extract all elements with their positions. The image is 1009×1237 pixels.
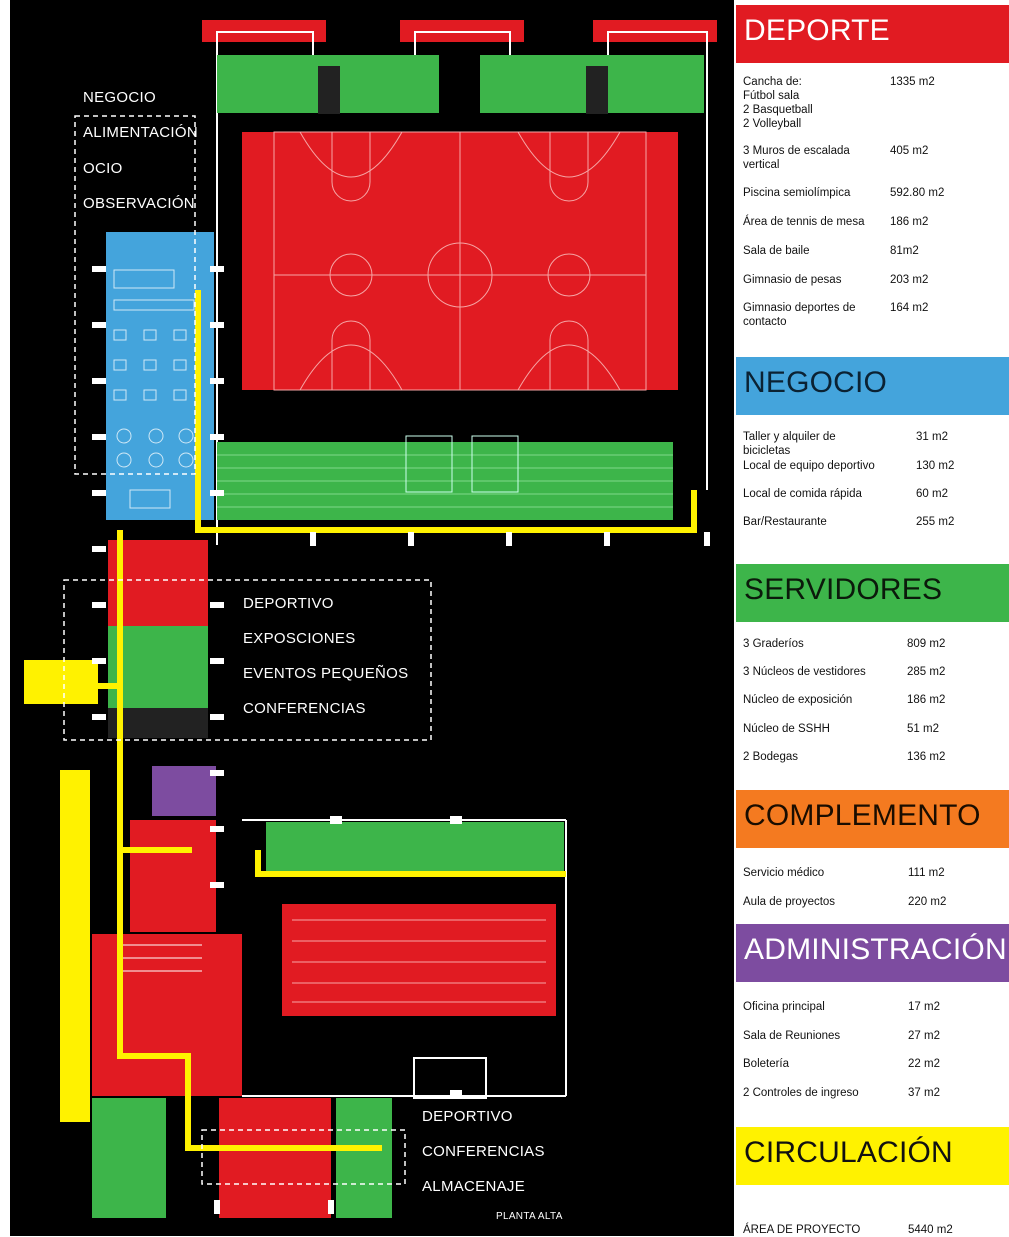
legend-title-complemento: COMPLEMENTO — [744, 799, 981, 832]
legend-item-value: 37 m2 — [908, 1087, 940, 1099]
legend-item-name: Gimnasio deportes de contacto — [743, 302, 856, 328]
legend-header-negocio — [736, 357, 1009, 415]
legend-item-name: Núcleo de exposición — [743, 694, 853, 706]
legend-item-value: 27 m2 — [908, 1030, 940, 1042]
zone-label-ocio: OCIO — [83, 160, 123, 177]
legend-item-value: 285 m2 — [907, 666, 946, 678]
legend-item-value: 809 m2 — [907, 638, 946, 650]
legend-header-circulacion — [736, 1127, 1009, 1185]
circulation-ramp — [60, 770, 90, 1122]
legend-item-value: 51 m2 — [907, 723, 939, 735]
legend-item-value: 60 m2 — [916, 488, 948, 500]
legend-item-value: 203 m2 — [890, 274, 929, 286]
legend-item-value: 81m2 — [890, 245, 919, 257]
top-entrance-blocks — [202, 20, 717, 56]
legend-item-name: 3 Muros de escalada vertical — [743, 145, 850, 171]
area-legend — [736, 0, 1009, 1236]
zone-label-deportivo: DEPORTIVO — [243, 595, 334, 612]
legend-item-name: Aula de proyectos — [743, 896, 836, 908]
legend-header-servidores — [736, 564, 1009, 622]
legend-item-value: 164 m2 — [890, 302, 929, 314]
zone-label-eventos: EVENTOS PEQUEÑOS — [243, 665, 409, 682]
legend-item-name: Bar/Restaurante — [743, 516, 827, 528]
legend-item-name: ÁREA DE PROYECTO — [743, 1224, 861, 1236]
legend-item-name: Servicio médico — [743, 867, 825, 879]
legend-item-value: 255 m2 — [916, 516, 955, 528]
legend-item-name: 2 Controles de ingreso — [743, 1087, 859, 1099]
legend-item-value: 5440 m2 — [908, 1224, 953, 1236]
legend-title-deporte: DEPORTE — [744, 14, 890, 47]
legend-item-name: 3 Graderíos — [743, 638, 804, 650]
zone-label-alimentacion: ALIMENTACIÓN — [83, 124, 199, 141]
legend-item-name: Local de comida rápida — [743, 488, 862, 500]
floor-plan-drawing — [10, 0, 734, 1236]
floor-label: PLANTA ALTA — [496, 1211, 563, 1222]
legend-header-administracion — [736, 924, 1009, 982]
legend-item-name: Taller y alquiler de bicicletas — [743, 431, 836, 457]
legend-item-name: 2 Bodegas — [743, 751, 798, 763]
legend-item-value: 186 m2 — [890, 216, 929, 228]
legend-item-name: Local de equipo deportivo — [743, 460, 875, 472]
zone-label-exposciones: EXPOSCIONES — [243, 630, 356, 647]
legend-title-administracion: ADMINISTRACIÓN — [744, 933, 1007, 966]
top-bleachers — [217, 55, 704, 114]
legend-item-value: 405 m2 — [890, 145, 929, 157]
zone-label-conferencias-lower: CONFERENCIAS — [422, 1143, 545, 1160]
legend-header-complemento — [736, 790, 1009, 848]
zone-label-deportivo-lower: DEPORTIVO — [422, 1108, 513, 1125]
zone-label-almacenaje: ALMACENAJE — [422, 1178, 526, 1195]
legend-title-servidores: SERVIDORES — [744, 573, 943, 606]
floor-plan — [10, 0, 734, 1236]
legend-item-name: Sala de baile — [743, 245, 810, 257]
legend-item-name: Núcleo de SSHH — [743, 723, 830, 735]
legend-item-value: 31 m2 — [916, 431, 948, 443]
legend-item-value: 220 m2 — [908, 896, 947, 908]
legend-item-value: 592.80 m2 — [890, 187, 945, 199]
legend-item-value: 17 m2 — [908, 1001, 940, 1013]
gym-rooms — [92, 820, 392, 1218]
legend-item-value: 111 m2 — [908, 867, 945, 879]
legend-title-negocio: NEGOCIO — [744, 366, 888, 399]
legend-item-name: Sala de Reuniones — [743, 1030, 841, 1042]
middle-bleachers — [217, 436, 673, 520]
legend-item-value: 136 m2 — [907, 751, 946, 763]
legend-item-name: 3 Núcleos de vestidores — [743, 666, 866, 678]
legend-item-name: Cancha de: Fútbol sala 2 Basquetball 2 Volleyball — [743, 76, 813, 130]
zone-label-negocio: NEGOCIO — [83, 89, 156, 106]
legend-item-name: Piscina semiolímpica — [743, 187, 851, 199]
legend-item-value: 1335 m2 — [890, 76, 935, 88]
sports-court — [242, 132, 678, 390]
zone-label-observacion: OBSERVACIÓN — [83, 195, 195, 212]
legend-item-name: Área de tennis de mesa — [743, 216, 865, 228]
pool-area — [242, 820, 566, 1098]
legend-item-name: Gimnasio de pesas — [743, 274, 842, 286]
legend-item-name: Boletería — [743, 1058, 790, 1070]
zone-label-conferencias: CONFERENCIAS — [243, 700, 366, 717]
legend-header-deporte — [736, 5, 1009, 63]
legend-title-circulacion: CIRCULACIÓN — [744, 1136, 953, 1169]
legend-item-value: 22 m2 — [908, 1058, 940, 1070]
legend-item-value: 186 m2 — [907, 694, 946, 706]
legend-item-value: 130 m2 — [916, 460, 955, 472]
legend-item-name: Oficina principal — [743, 1001, 825, 1013]
